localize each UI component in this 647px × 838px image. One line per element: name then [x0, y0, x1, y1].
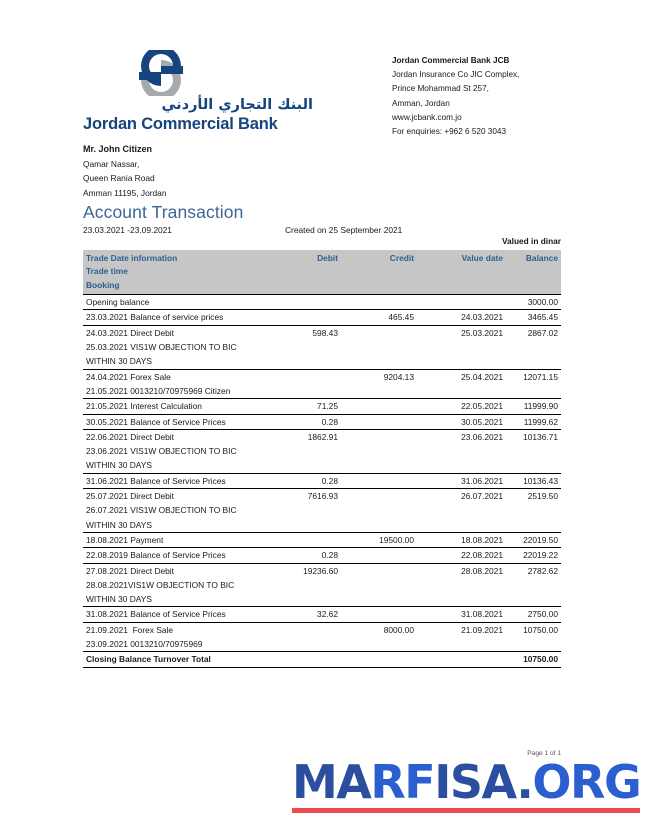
column-header-credit: Credit	[389, 253, 414, 263]
transaction-value-date: 30.05.2021	[461, 416, 503, 427]
watermark-part-2: RF	[370, 755, 435, 809]
table-row	[83, 474, 561, 489]
bank-info-line-1: Jordan Insurance Co JIC Complex,	[392, 70, 520, 80]
site-watermark	[292, 757, 644, 813]
transaction-value-date: 22.05.2021	[461, 401, 503, 412]
table-row	[83, 430, 561, 444]
watermark-text	[292, 757, 644, 807]
table-row	[83, 399, 561, 414]
currency-note: Valued in dinar	[501, 236, 561, 246]
bank-contact-block	[392, 54, 519, 139]
transaction-debit: 1862.91	[307, 431, 338, 442]
table-row-continuation	[83, 637, 561, 652]
transaction-balance: 3465.45	[527, 312, 558, 323]
transaction-balance: 11999.90	[523, 401, 558, 412]
transaction-description-continued: WITHIN 30 DAYS	[86, 356, 152, 367]
transaction-balance: 10136.71	[523, 431, 558, 442]
transaction-description: 22.06.2021 Direct Debit	[86, 431, 174, 442]
bank-name-arabic: البنك التجاري الأردني	[161, 97, 313, 113]
table-row	[83, 295, 561, 310]
transaction-balance: 2519.50	[527, 491, 558, 502]
transaction-description: 30.05.2021 Balance of Service Prices	[86, 416, 226, 427]
bank-enquiries-phone: For enquiries: +962 6 520 3043	[392, 127, 507, 137]
transaction-description-continued: WITHIN 30 DAYS	[86, 460, 152, 471]
transaction-description: 23.03.2021 Balance of service prices	[86, 312, 224, 323]
transaction-description-continued: 28.08.2021VIS1W OBJECTION TO BIC	[86, 579, 235, 590]
watermark-part-4: ORG	[532, 755, 641, 809]
table-row-continuation	[83, 503, 561, 533]
column-header-debit: Debit	[317, 253, 338, 263]
transaction-credit: 9204.13	[383, 371, 414, 382]
table-row-continuation	[83, 444, 561, 474]
transaction-balance: 2782.62	[527, 565, 558, 576]
transaction-balance: 2750.00	[527, 609, 558, 620]
table-header-row-3	[83, 279, 561, 292]
transaction-description: 25.07.2021 Direct Debit	[86, 491, 174, 502]
transaction-value-date: 23.06.2021	[461, 431, 503, 442]
transaction-balance: 12071.15	[523, 371, 558, 382]
transaction-value-date: 25.03.2021	[461, 327, 503, 338]
bank-website: www.jcbank.com.jo	[392, 112, 462, 122]
transaction-debit: 7616.93	[307, 491, 338, 502]
page-title: Account Transaction	[83, 202, 244, 222]
transaction-description-continued: 21.05.2021 0013210/70975969 Citizen	[86, 385, 231, 396]
transaction-value-date: 26.07.2021	[461, 491, 503, 502]
transaction-value-date: 24.03.2021	[461, 312, 503, 323]
table-row	[83, 489, 561, 503]
transaction-balance: 10136.43	[523, 475, 558, 486]
transaction-description: 31.06.2021 Balance of Service Prices	[86, 475, 226, 486]
table-row-continuation	[83, 384, 561, 399]
column-header-booking: Booking	[86, 279, 120, 290]
table-row	[83, 370, 561, 384]
transaction-balance: 3000.00	[527, 297, 558, 308]
transaction-value-date: 21.09.2021	[461, 624, 503, 635]
table-row	[83, 564, 561, 578]
transaction-credit: 8000.00	[383, 624, 414, 635]
transaction-description: Closing Balance Turnover Total	[86, 654, 211, 665]
customer-address-line-1: Queen Rania Road	[83, 173, 155, 184]
column-header-balance: Balance	[525, 253, 558, 263]
customer-name: Mr. John Citizen	[83, 144, 153, 154]
transaction-value-date: 22.08.2021	[461, 550, 503, 561]
table-header	[83, 250, 561, 294]
transaction-value-date: 31.06.2021	[461, 475, 503, 486]
transaction-description: 31.08.2021 Balance of Service Prices	[86, 609, 226, 620]
customer-address-line-0: Qamar Nassar,	[83, 158, 140, 169]
transaction-balance: 2867.02	[527, 327, 558, 338]
transaction-balance: 10750.00	[523, 624, 558, 635]
transaction-debit: 19236.60	[303, 565, 338, 576]
created-on-date: Created on 25 September 2021	[285, 225, 403, 235]
transaction-value-date: 18.08.2021	[461, 534, 503, 545]
table-row	[83, 548, 561, 563]
table-row	[83, 310, 561, 325]
table-row	[83, 415, 561, 430]
column-header-trade-date: Trade Date information	[86, 253, 178, 263]
transaction-credit: 465.45	[388, 312, 414, 323]
transaction-debit: 0.28	[321, 550, 338, 561]
transactions-table	[83, 250, 561, 668]
bank-name-english: Jordan Commercial Bank	[83, 114, 278, 133]
transaction-debit: 598.43	[312, 327, 338, 338]
transaction-description-continued: 25.03.2021 VIS1W OBJECTION TO BIC	[86, 342, 237, 353]
transaction-description-continued: 26.07.2021 VIS1W OBJECTION TO BIC	[86, 505, 237, 516]
bank-info-line-0: Jordan Commercial Bank JCB	[392, 56, 510, 65]
transaction-value-date: 25.04.2021	[461, 371, 503, 382]
bank-info-line-3: Amman, Jordan	[392, 98, 450, 108]
transaction-debit: 0.28	[321, 475, 338, 486]
watermark-part-3: ISA.	[434, 755, 533, 809]
transaction-description-continued: WITHIN 30 DAYS	[86, 594, 152, 605]
transaction-description: 22.08.2019 Balance of Service Prices	[86, 550, 226, 561]
transaction-description: 24.04.2021 Forex Sale	[86, 371, 171, 382]
transaction-description: 21.05.2021 Interest Calculation	[86, 401, 202, 412]
transaction-debit: 71.25	[317, 401, 338, 412]
customer-address-line-2: Amman 11195, Jordan	[83, 187, 167, 198]
transaction-debit: 32.62	[317, 609, 338, 620]
table-row	[83, 652, 561, 667]
column-header-trade-time: Trade time	[86, 266, 128, 277]
transaction-description: 27.08.2021 Direct Debit	[86, 565, 174, 576]
table-header-row-2	[83, 265, 561, 278]
transaction-description-continued: 23.09.2021 0013210/70975969	[86, 639, 203, 649]
statement-period: 23.03.2021 -23.09.2021	[83, 225, 172, 235]
table-row	[83, 533, 561, 548]
table-row	[83, 623, 561, 637]
table-header-row-1	[83, 252, 561, 265]
bank-info-line-2: Prince Mohammad St 257,	[392, 84, 489, 94]
transaction-description-continued: 23.06.2021 VIS1W OBJECTION TO BIC	[86, 446, 237, 457]
table-row	[83, 326, 561, 340]
column-header-value-date: Value date	[461, 253, 503, 263]
transaction-description: 24.03.2021 Direct Debit	[86, 327, 174, 338]
transaction-balance: 10750.00	[523, 654, 558, 665]
transaction-value-date: 31.08.2021	[461, 609, 503, 620]
transaction-balance: 22019.22	[523, 550, 558, 561]
transaction-description: Opening balance	[86, 297, 150, 308]
transaction-balance: 22019.50	[523, 534, 558, 545]
table-body	[83, 294, 561, 667]
transaction-description: 18.08.2021 Payment	[86, 534, 164, 545]
jcb-logo-icon	[83, 50, 313, 96]
customer-address-block	[83, 142, 167, 200]
document-header	[0, 0, 647, 150]
transaction-credit: 19500.00	[379, 534, 414, 545]
bank-logo	[83, 50, 313, 133]
transaction-balance: 11999.62	[523, 416, 558, 427]
page-number: Page 1 of 1	[527, 750, 561, 757]
transaction-debit: 0.28	[321, 416, 338, 427]
transaction-description: 21.09.2021 Forex Sale	[86, 624, 174, 635]
transaction-value-date: 28.08.2021	[461, 565, 503, 576]
watermark-part-1: MA	[292, 755, 371, 809]
table-row-continuation	[83, 578, 561, 608]
table-row	[83, 607, 561, 622]
transaction-description-continued: WITHIN 30 DAYS	[86, 519, 152, 530]
table-row-continuation	[83, 340, 561, 370]
